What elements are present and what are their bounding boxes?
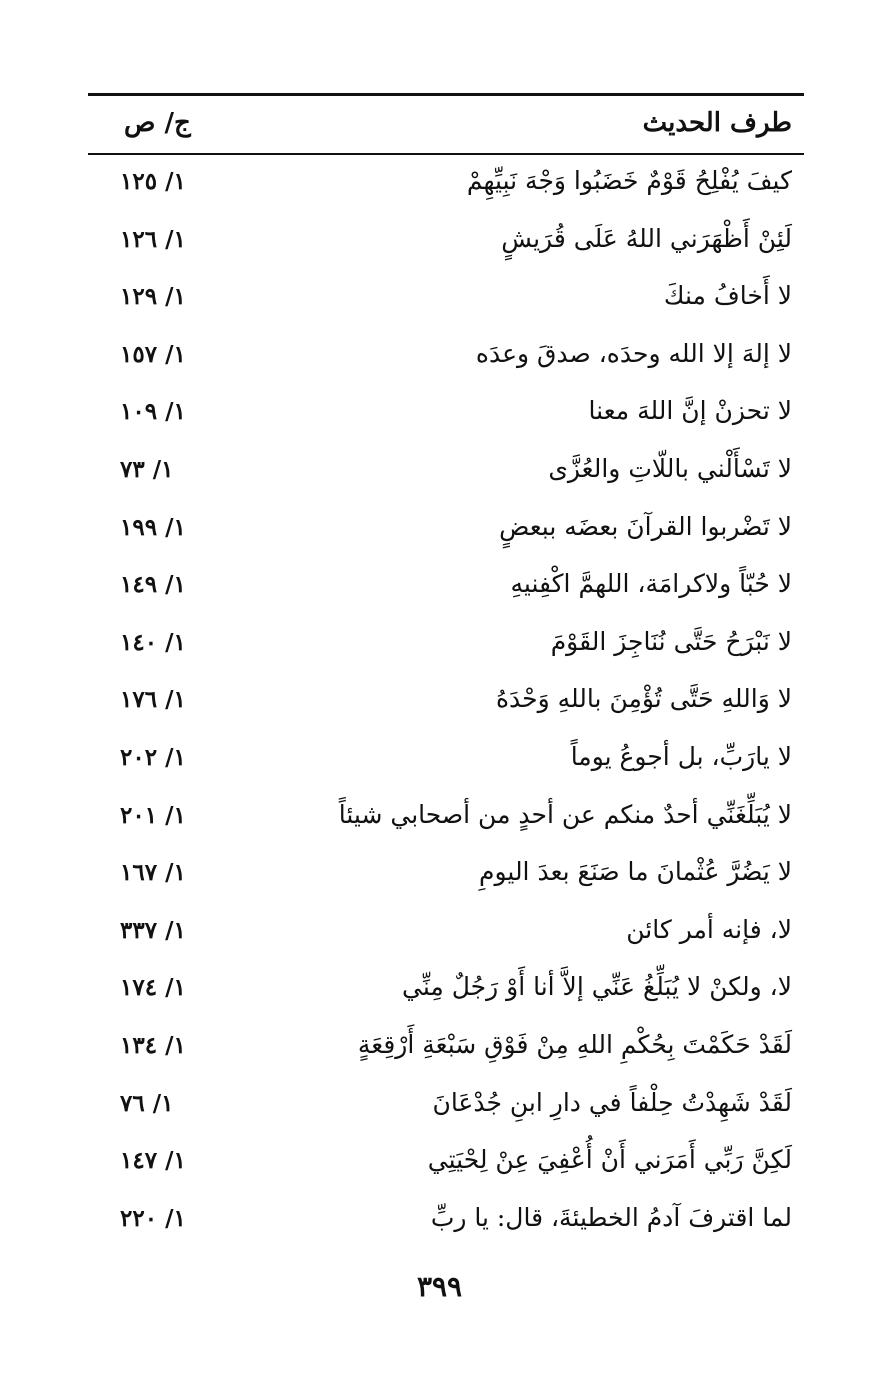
hadith-text: لا يارَبِّ، بل أجوعُ يوماً	[570, 741, 792, 771]
hadith-column-header: طرف الحديث	[642, 108, 792, 138]
volume-page-ref: ١/ ١٢٦	[120, 225, 186, 253]
reference-column-header: ج/ ص	[124, 108, 191, 138]
volume-page-ref: ١/ ٢٠١	[120, 801, 186, 829]
volume-page-ref: ١/ ١٤٧	[120, 1147, 186, 1175]
hadith-text: لما اقترفَ آدمُ الخطيئةَ، قال: يا ربِّ	[430, 1202, 792, 1232]
page-number: ٣٩٩	[416, 1270, 463, 1303]
index-row	[88, 964, 804, 1022]
header-rule	[88, 153, 804, 155]
hadith-text: لا تَسْأَلْني باللّاتِ والعُزَّى	[548, 453, 792, 483]
index-row	[88, 388, 804, 446]
volume-page-ref: ١/ ١٣٤	[120, 1031, 186, 1059]
hadith-text: لا إلهَ إلا الله وحدَه، صدقَ وعدَه	[475, 338, 792, 368]
index-row	[88, 1080, 804, 1138]
index-row	[88, 619, 804, 677]
hadith-text: لا، فإنه أمر كائن	[626, 914, 792, 944]
index-row	[88, 1195, 804, 1253]
index-row	[88, 1137, 804, 1195]
hadith-text: لَقَدْ شَهِدْتُ حِلْفاً في دارِ ابنِ جُدْعَانَ	[432, 1087, 792, 1117]
volume-page-ref: ١/ ١٤٩	[120, 571, 186, 599]
volume-page-ref: ١/ ٢٢٠	[120, 1204, 186, 1232]
index-row	[88, 1022, 804, 1080]
hadith-text: لا نَبْرَحُ حَتَّى نُنَاجِزَ القَوْمَ	[550, 626, 792, 656]
volume-page-ref: ١/ ١٦٧	[120, 859, 186, 887]
hadith-text: لَئِنْ أَظْهَرَني اللهُ عَلَى قُرَيشٍ	[501, 223, 792, 253]
index-row	[88, 849, 804, 907]
hadith-text: لا وَاللهِ حَتَّى تُؤْمِنَ باللهِ وَحْدَهُ	[495, 684, 792, 714]
hadith-text: لَقَدْ حَكَمْتَ بِحُكْمِ اللهِ مِنْ فَوْقِ سَبْعَةِ أَرْقِعَةٍ	[357, 1029, 792, 1059]
volume-page-ref: ١/ ١٢٩	[120, 283, 186, 311]
index-row	[88, 504, 804, 562]
index-row	[88, 273, 804, 331]
volume-page-ref: ١/ ١٧٦	[120, 686, 186, 714]
index-row	[88, 792, 804, 850]
hadith-index-list	[88, 158, 804, 1252]
volume-page-ref: ١/ ١٠٩	[120, 398, 186, 426]
hadith-text: لَكِنَّ رَبِّي أَمَرَني أَنْ أُعْفِيَ عِنْ لِحْيَتِي	[427, 1145, 792, 1175]
volume-page-ref: ١/ ١٤٠	[120, 628, 186, 656]
index-row	[88, 561, 804, 619]
hadith-text: لا تَضْربوا القرآنَ بعضَه ببعضٍ	[499, 511, 792, 541]
volume-page-ref: ١/ ٢٠٢	[120, 743, 186, 771]
hadith-text: لا يُبَلِّغَنِّي أحدٌ منكم عن أحدٍ من أصحابي شيئاً	[338, 799, 792, 829]
index-row	[88, 331, 804, 389]
index-row	[88, 676, 804, 734]
index-row	[88, 216, 804, 274]
index-row	[88, 907, 804, 965]
hadith-text: لا أَخافُ منكَ	[663, 281, 792, 311]
volume-page-ref: ١/ ١٢٥	[120, 168, 186, 195]
volume-page-ref: ١/ ١٧٤	[120, 974, 186, 1002]
volume-page-ref: ١/ ١٥٧	[120, 340, 186, 368]
hadith-text: لا حُبّاً ولاكرامَة، اللهمَّ اكْفِنيهِ	[510, 569, 792, 599]
hadith-text: لا تحزنْ إنَّ اللهَ معنا	[588, 396, 792, 426]
volume-page-ref: ١/ ٧٦	[120, 1089, 174, 1117]
volume-page-ref: ١/ ٣٣٧	[120, 916, 186, 944]
volume-page-ref: ١/ ٧٣	[120, 455, 174, 483]
index-row	[88, 734, 804, 792]
index-row	[88, 446, 804, 504]
hadith-text: كيفَ يُفْلِحُ قَوْمٌ خَضَبُوا وَجْهَ نَبِيِّهِمْ	[466, 166, 792, 195]
table-header	[88, 104, 804, 150]
index-row	[88, 158, 804, 216]
volume-page-ref: ١/ ١٩٩	[120, 513, 186, 541]
hadith-text: لا، ولكنْ لا يُبَلِّغُ عَنِّي إلاَّ أنا أَوْ رَجُلٌ مِنِّي	[402, 972, 792, 1002]
top-rule	[88, 93, 804, 96]
hadith-text: لا يَضُرَّ عُثْمانَ ما صَنَعَ بعدَ اليومِ	[479, 857, 792, 887]
